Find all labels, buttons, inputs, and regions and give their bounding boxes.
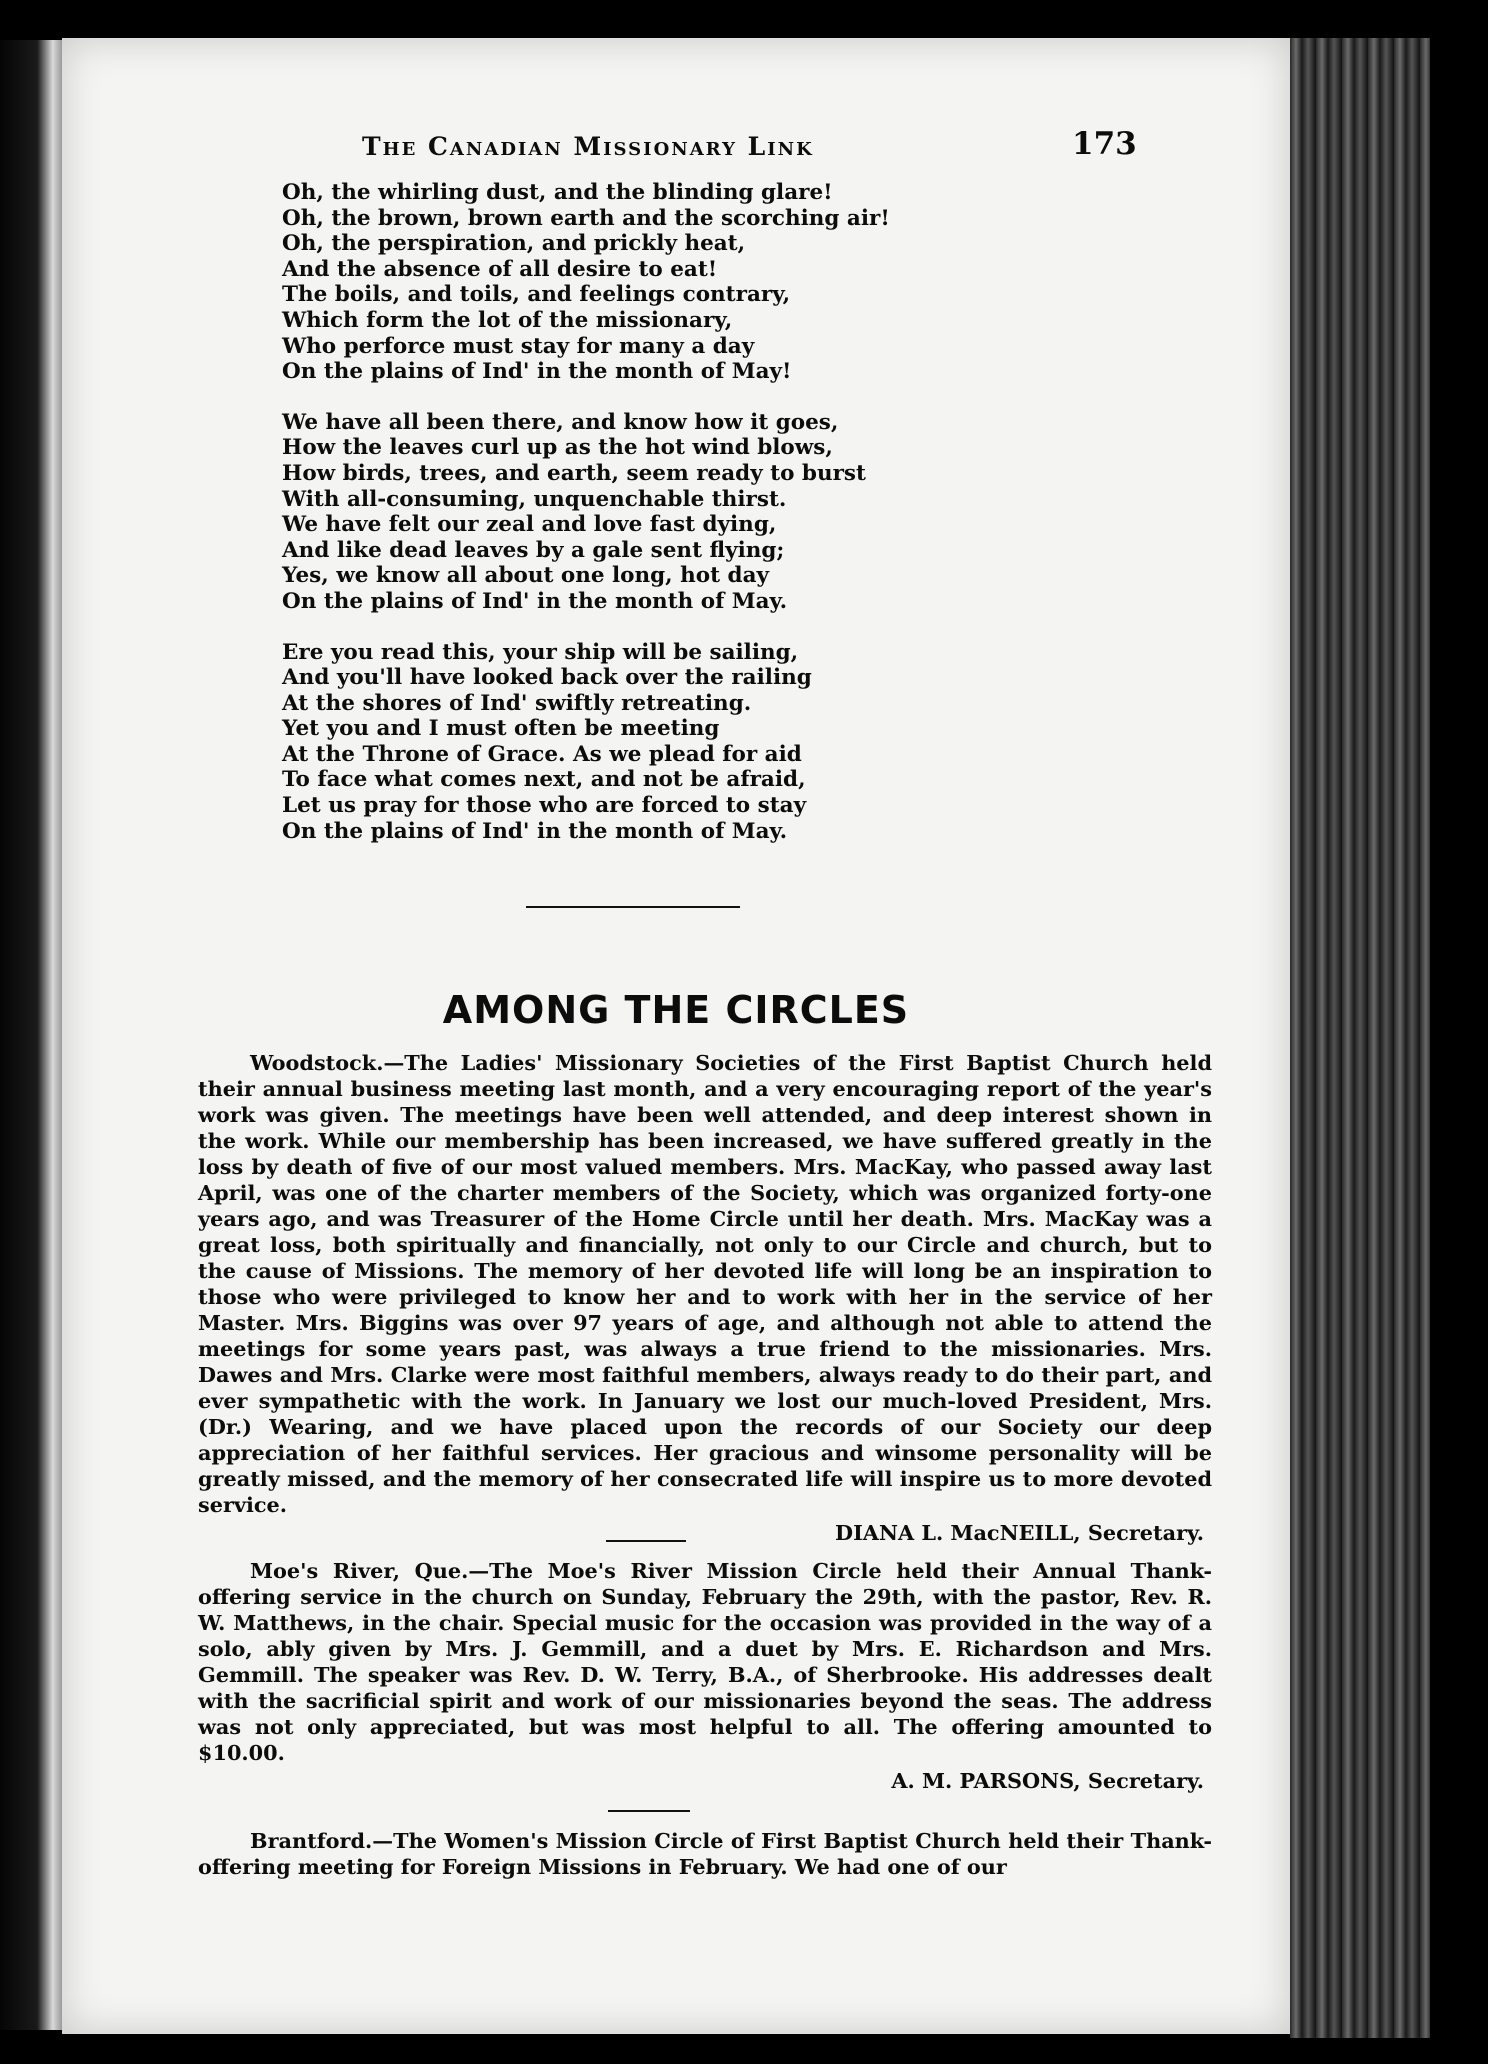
report-paragraph bbox=[198, 1828, 1212, 1880]
report-signature: DIANA L. MacNEILL, Secretary. bbox=[835, 1520, 1204, 1545]
poem-line: Let us pray for those who are forced to stay bbox=[282, 793, 807, 819]
report-place: Woodstock. bbox=[250, 1050, 384, 1075]
report-text: —The Moe's River Mission Circle held their Annual Thank-offering service in the church on Sunday, February the 29th, with the pastor, Rev. R. W. Matthews, in the chair. Special music for the occasion was provided in the way of a solo, ably given by Mrs. J. Gemmill, and a duet by Mrs. E. Richardson and Mrs. Gemmill. The speaker was Rev. D. W. Terry, B.A., of Sherbrooke. His addresses dealt with the sacrificial spirit and work of our missionaries beyond the seas. The address was not only appreciated, but was most helpful to all. The offering amounted to $10.00. bbox=[198, 1558, 1212, 1765]
poem-line: Oh, the perspiration, and prickly heat, bbox=[282, 231, 746, 257]
poem-line: At the shores of Ind' swiftly retreating. bbox=[282, 690, 752, 716]
poem-line: Which form the lot of the missionary, bbox=[282, 307, 733, 333]
report-brantford bbox=[198, 1828, 1212, 1880]
report-woodstock bbox=[198, 1050, 1212, 1546]
book-left-edge bbox=[0, 40, 62, 2030]
poem-line: With all-consuming, unquenchable thirst. bbox=[282, 486, 787, 512]
report-place: Moe's River, Que. bbox=[250, 1558, 469, 1583]
poem-line: The boils, and toils, and feelings contrary, bbox=[282, 282, 791, 308]
report-signature: A. M. PARSONS, Secretary. bbox=[891, 1768, 1204, 1793]
poem-stanza bbox=[282, 410, 1042, 615]
poem-line: Ere you read this, your ship will be sailing, bbox=[282, 639, 799, 665]
poem-line: Who perforce must stay for many a day bbox=[282, 333, 755, 359]
poem-line: Oh, the brown, brown earth and the scorching air! bbox=[282, 205, 890, 231]
poem-line: How the leaves curl up as the hot wind blows, bbox=[282, 435, 833, 461]
poem-line: And the absence of all desire to eat! bbox=[282, 256, 718, 282]
poem-stanza bbox=[282, 640, 1042, 845]
poem-line: Yet you and I must often be meeting bbox=[282, 716, 720, 742]
page-header bbox=[62, 126, 1290, 172]
poem-line: To face what comes next, and not be afraid, bbox=[282, 767, 806, 793]
poem-line: We have all been there, and know how it goes, bbox=[282, 409, 839, 435]
poem-line: Yes, we know all about one long, hot day bbox=[282, 563, 769, 589]
poem-line: At the Throne of Grace. As we plead for aid bbox=[282, 741, 802, 767]
poem bbox=[282, 180, 1042, 869]
report-paragraph bbox=[198, 1050, 1212, 1518]
running-title: The Canadian Missionary Link bbox=[362, 132, 814, 161]
poem-stanza bbox=[282, 180, 1042, 385]
report-place: Brantford. bbox=[250, 1828, 373, 1853]
poem-line: We have felt our zeal and love fast dying, bbox=[282, 512, 777, 538]
report-moes-river bbox=[198, 1558, 1212, 1794]
poem-line: How birds, trees, and earth, seem ready to burst bbox=[282, 460, 866, 486]
report-text: —The Women's Mission Circle of First Baptist Church held their Thank-offering meeting for Foreign Missions in February. We had one of our bbox=[198, 1828, 1212, 1879]
section-title: AMONG THE CIRCLES bbox=[442, 988, 910, 1032]
document-page bbox=[62, 38, 1290, 2034]
report-text: —The Ladies' Missionary Societies of the First Baptist Church held their annual business meeting last month, and a very encouraging report of the year's work was given. The meetings have been well attended, and deep interest shown in the work. While our membership has been increased, we have suffered greatly in the loss by death of five of our most valued members. Mrs. MacKay, who passed away last April, was one of the charter members of the Society, which was organized forty-one years ago, and was Treasurer of the Home Circle until her death. Mrs. MacKay was a great loss, both spiritually and financially, not only to our Circle and church, but to the cause of Missions. The memory of her devoted life will long be an inspiration to those who were privileged to know her and to work with her in the service of her Master. Mrs. Biggins was over 97 years of age, and although not able to attend the meetings for some years past, was always a true friend to the missionaries. Mrs. Dawes and Mrs. Clarke were most faithful members, always ready to do their part, and ever sympathetic with the work. In January we lost our much-loved President, Mrs. (Dr.) Wearing, and we have placed upon the records of our Society our deep appreciation of her faithful services. Her gracious and winsome personality will be greatly missed, and the memory of her consecrated life will inspire us to more devoted service. bbox=[198, 1050, 1212, 1517]
page-number: 173 bbox=[1072, 126, 1137, 162]
report-divider bbox=[606, 1540, 686, 1542]
poem-line: Oh, the whirling dust, and the blinding glare! bbox=[282, 180, 833, 205]
section-divider bbox=[526, 906, 740, 908]
report-paragraph bbox=[198, 1558, 1212, 1766]
poem-line: And like dead leaves by a gale sent flying; bbox=[282, 537, 785, 563]
poem-line: On the plains of Ind' in the month of May. bbox=[282, 588, 788, 614]
poem-line: On the plains of Ind' in the month of May! bbox=[282, 359, 792, 385]
report-divider bbox=[608, 1810, 690, 1812]
book-page-edges bbox=[1290, 38, 1430, 2038]
poem-line: On the plains of Ind' in the month of May. bbox=[282, 818, 788, 844]
poem-line: And you'll have looked back over the railing bbox=[282, 665, 812, 691]
